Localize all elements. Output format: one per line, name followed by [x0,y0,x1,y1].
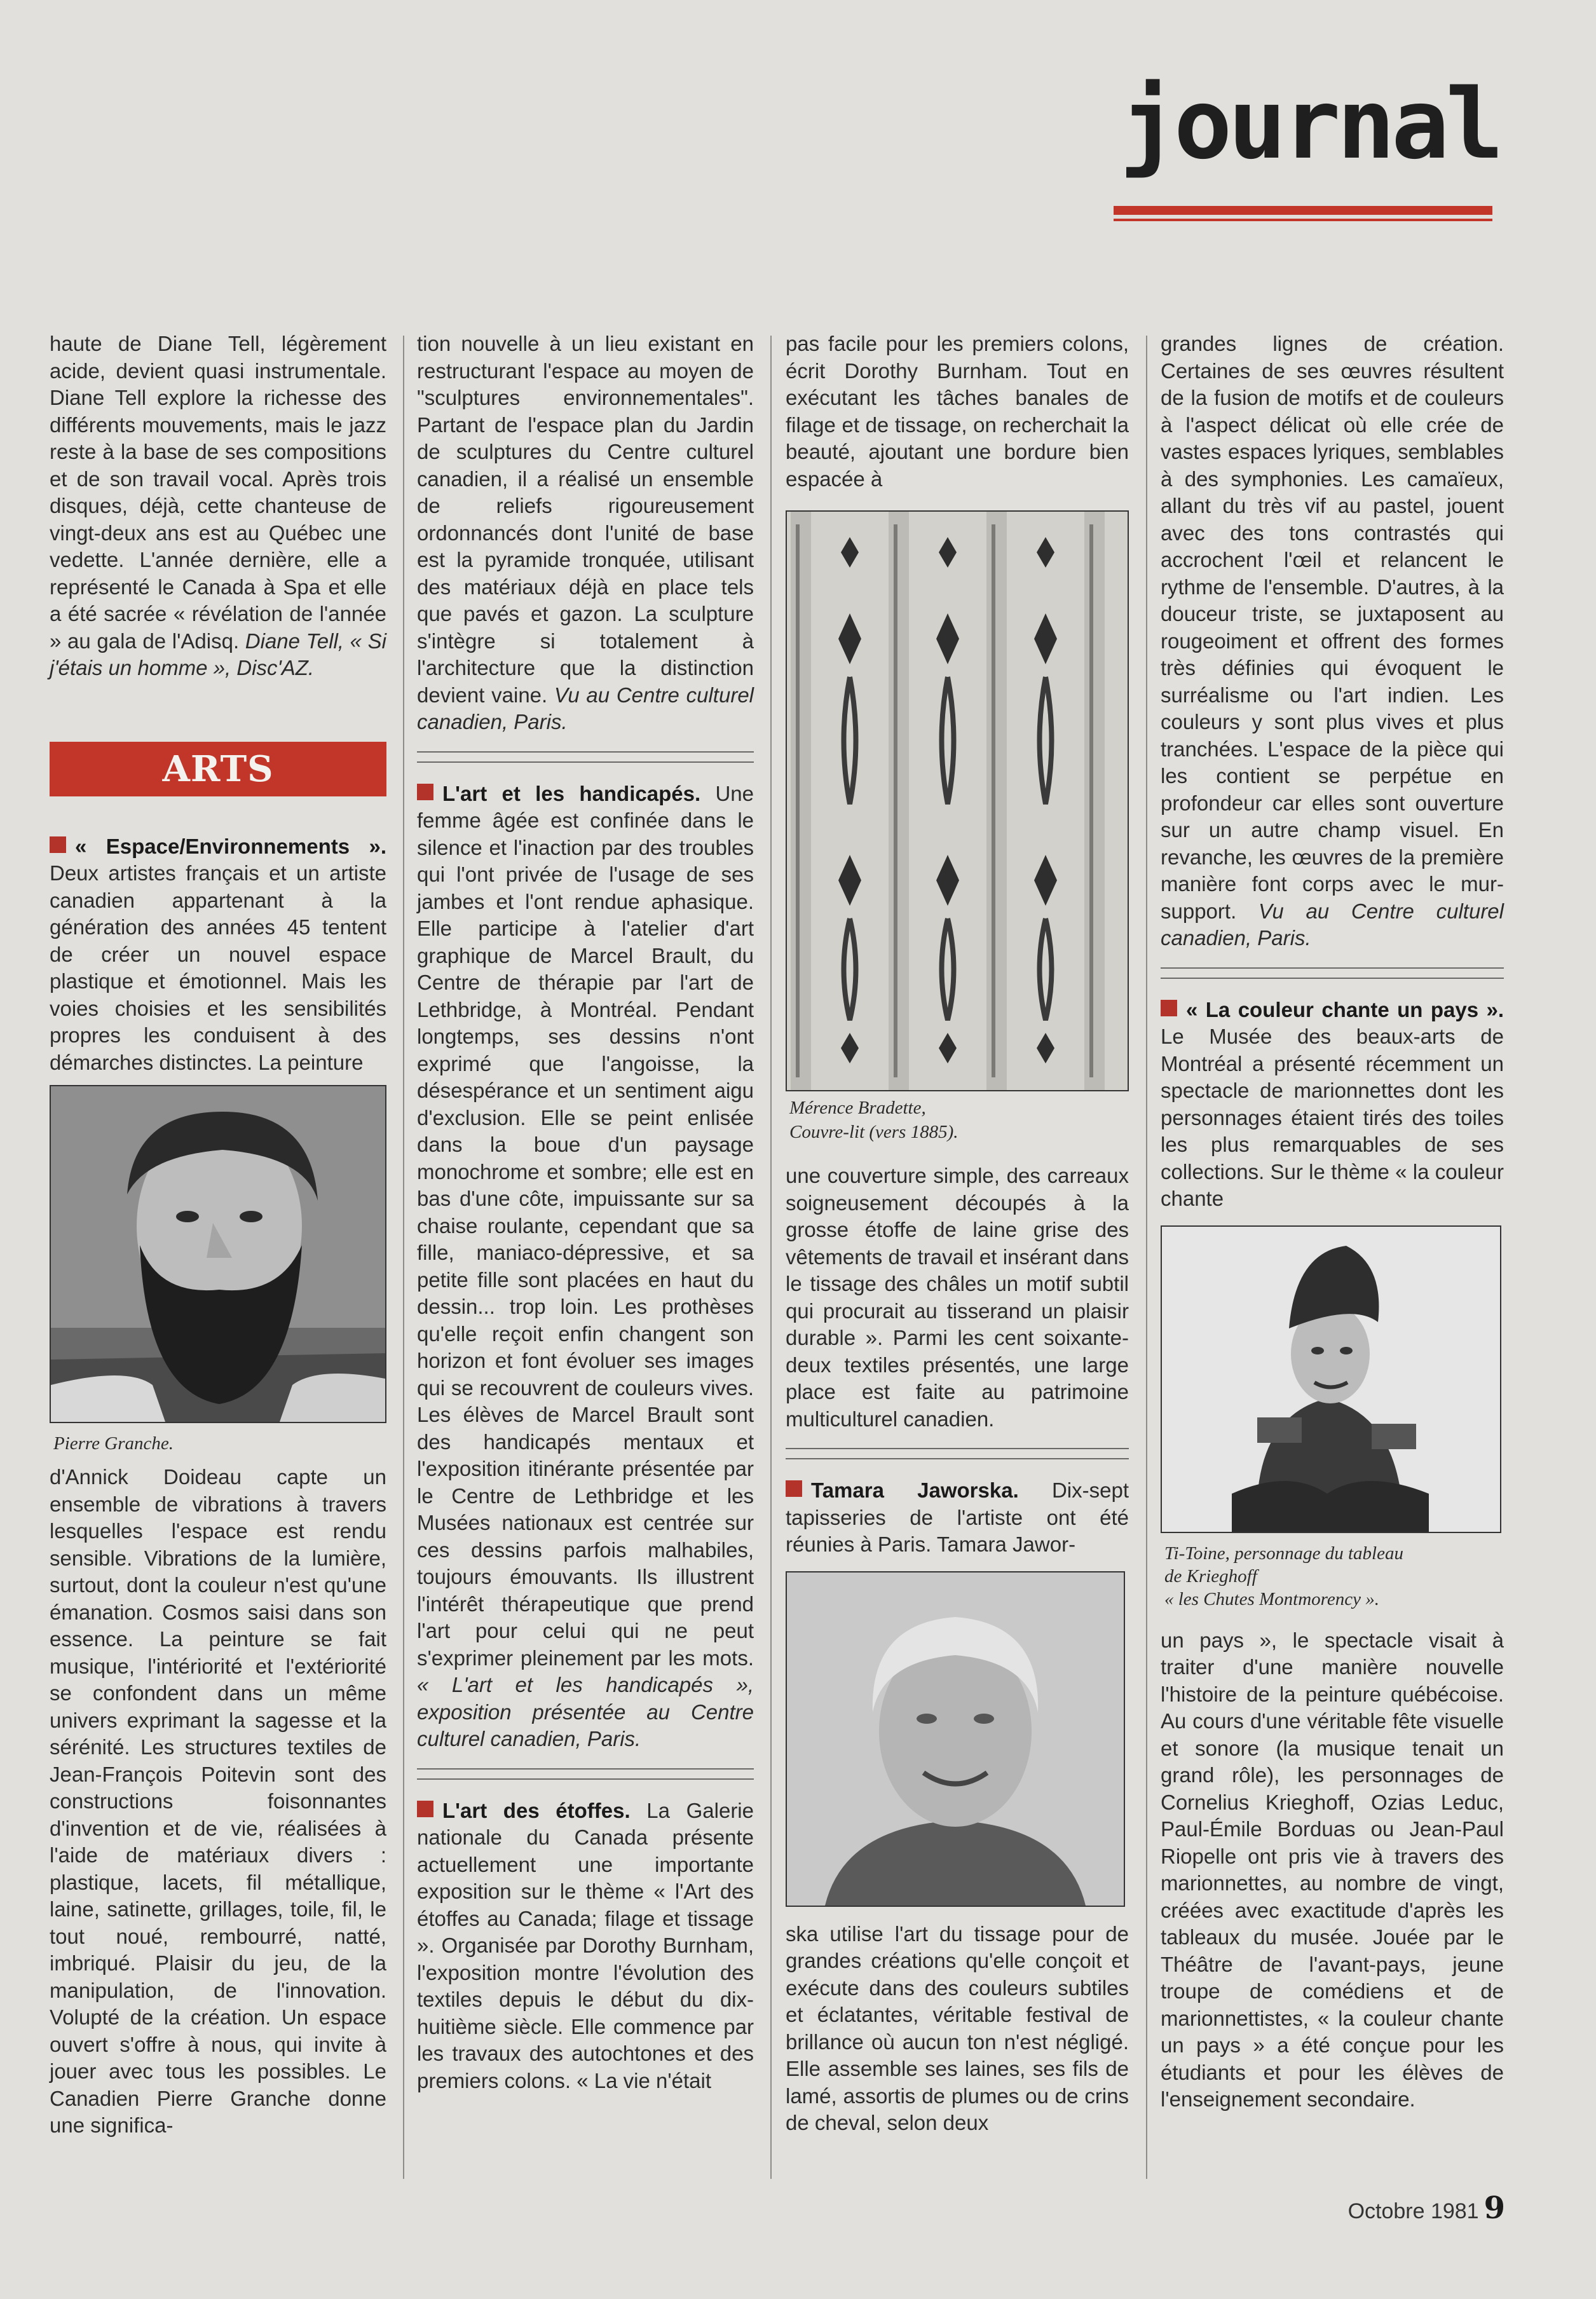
article-separator [786,1448,1129,1459]
article-separator [417,751,754,763]
column-rule [1146,336,1147,2179]
article-text: d'Annick Doideau capte un ensemble de vibrations à travers lesquelles l'espace est rendu sensible. Vibrations de la lumière, surtout, dont la couleur n'est qu'une émanation. Cosmos saisi dans son essence. La peinture se fait musique, l'intériorité et l'extériorité se confondent dans un même univers exprimant la sagesse et la sérénité. Les structures textiles de Jean-François Poitevin sont des constructions foisonnantes d'invention et de vie, réalisées à l'aide de matériaux divers : plastique, lacets, fil métallique, laine, satinette, grillages, toile, fil, le tout noué, rembourré, natté, imbriqué. Plaisir du jeu, de la manipulation, de l'innovation. Volupté de la création. Un espace ouvert s'offre à nous, qui invite à jouer avec tous les possibles. Le Canadien Pierre Granche donne une significa- [50,1465,386,2137]
section-label-arts: ARTS [50,742,386,796]
article-text: pas facile pour les premiers colons, écrit Dorothy Burnham. Tout en exécutant les tâches banales de filage et de tissage, on recherchait la beauté, ajoutant une bordure bien espacée à [786,332,1129,491]
photo-caption: Couvre-lit (vers 1885). [789,1122,958,1142]
article-heading: « Espace/Environnements ». [75,834,386,858]
article-espace-environnements: « Espace/Environnements ». Deux artistes français et un artiste canadien appartenant à la génération des années 45 tentent de créer un nouvel espace plastique et émotionnel. Mais les voies choisies et les sensibilités propres les conduisent à des démarches distinctes. La peinture [50,834,386,1074]
article-text: haute de Diane Tell, légèrement acide, devient quasi instrumentale. Diane Tell explore la richesse des différents mouvements, mais le jazz reste à la base de ses compositions et de son travail vocal. Après trois disques, déjà, cette chanteuse de vingt-deux ans est au Québec une vedette. L'année dernière, elle a représenté le Canada à Spa et elle a été sacrée « révélation de l'année » au gala de l'Adisq. Diane Tell, « Si j'étais un homme », Disc'AZ. [50,332,386,679]
article-tamara-jaworska: Tamara Jaworska. Dix-sept tapisseries de l'artiste ont été réunies à Paris. Tamara Jawor- [786,1478,1129,1556]
article-art-des-etoffes: L'art des étoffes. La Galerie nationale du Canada présente actuellement une importante exposition sur le thème « l'Art des étoffes au Canada; filage et tissage ». Organisée par Dorothy Burnham, l'exposition montre l'évolution des textiles depuis le début du dix-huitième siècle. Elle commence par les travaux des autochtones et des premiers colons. « La vie n'était [417,1798,754,2092]
square-bullet-icon [417,1801,433,1817]
column-rule [770,336,772,2179]
article-text: une couverture simple, des carreaux soigneusement découpés à la grosse étoffe de laine grise des vêtements de travail et insérant dans le tissage des châles un motif subtil qui procurait au tisserand un plaisir durable ». Parmi les cent soixante-deux textiles présentés, une large place est faite au patrimoine multiculturel canadien. [786,1164,1129,1431]
photo-caption: Pierre Granche. [53,1433,174,1454]
photo-caption: « les Chutes Montmorency ». [1164,1588,1380,1609]
square-bullet-icon [786,1480,802,1497]
article-heading: L'art et les handicapés. [442,781,701,805]
square-bullet-icon [417,784,433,800]
portrait-photo-tamara-jaworska [786,1571,1125,1907]
column-2 [417,331,754,2094]
article-text: tion nouvelle à un lieu existant en restructurant l'espace au moyen de "sculptures environnementales". Partant de l'espace plan du Jardin de sculptures du Centre culturel canadien, il a réalisé un ensemble de reliefs rigoureusement ordonnancés dont l'unité de base est la pyramide tronquée, utilisant des matériaux déjà en place tels que pavés et gazon. La sculpture s'intègre si totalement à l'architecture que la distinction devient vaine. Vu au Centre culturel canadien, Paris. [417,332,754,733]
article-heading: « La couleur chante un pays ». [1186,997,1504,1021]
photo-caption: Ti-Toine, personnage du tableau [1164,1543,1403,1564]
masthead-red-bar [1114,206,1492,215]
article-text: ska utilise l'art du tissage pour de grandes créations qu'elle conçoit et exécute dans des couleurs subtiles et éclatantes, véritable festival de brillance où aucun ton n'est négligé. Elle assemble ses laines, ses fils de lamé, assortis de plumes ou de crins de cheval, selon deux [786,1921,1129,2134]
square-bullet-icon [1161,1000,1177,1016]
column-3 [786,331,1129,2137]
article-text: un pays », le spectacle visait à traiter d'une manière nouvelle l'histoire de la peinture québécoise. Au cours d'une véritable fête visuelle et sonore (la musique tenait un grand rôle), les personnages de Cornelius Krieghoff, Ozias Leduc, Paul-Émile Borduas ou Jean-Paul Riopelle ont pris vie à travers des marionnettes, au nombre de vingt, créées avec exactitude d'après les tableaux du musée. Jouée par le Théâtre de l'avant-pays, jeune troupe de comédiens et de marionnettistes, « la couleur chante un pays » a été conçue pour les étudiants et pour les élèves de l'enseignement secondaire. [1161,1628,1504,2111]
textile-coverlet-photo [786,510,1129,1091]
article-heading: Tamara Jaworska. [811,1478,1019,1502]
article-separator [417,1768,754,1780]
masthead-title: journal [1119,68,1500,181]
article-art-et-handicapes: L'art et les handicapés. Une femme âgée est confinée dans le silence et l'inaction par des troubles qui l'ont privée de l'usage de ses jambes et l'ont rendue aphasique. Elle participe à l'atelier d'art graphique de Marcel Brault, du Centre de thérapie par l'art de Lethbridge, à Montréal. Pendant longtemps, ses dessins n'ont exprimé que l'angoisse, la désespérance et un sentiment aigu d'exclusion. Elle se peint enlisée dans la boue d'un paysage monochrome et sombre; elle est en bas d'une côte, impuissante sur sa chaise roulante, cependant que sa fille, maniaco-dépressive, et sa petite fille sont placées en haut du dessin... trop loin. Les prothèses qu'elle reçoit enfin changent son horizon et font évoluer ses images qui se recouvrent de couleurs vives. Les élèves de Marcel Brault sont des handicapés mentaux et l'exposition itinérante présentée par le Centre de Lethbridge et les Musées nationaux est centrée sur ces dessins parfois malhabiles, toujours émouvants. Ils illustrent l'intérêt thérapeutique que prend l'art pour celui qui ne peut s'exprimer pleinement par les mots. « L'art et les handicapés », exposition présentée au Centre culturel canadien, Paris. [417,781,754,1750]
column-4 [1161,331,1504,2113]
article-separator [1161,967,1504,979]
square-bullet-icon [50,836,66,853]
masthead-red-line [1114,219,1492,221]
photo-caption: Mérence Bradette, [789,1098,926,1118]
page-footer [1303,2190,1505,2226]
photo-caption: de Krieghoff [1164,1566,1257,1586]
column-1 [50,331,386,2139]
column-rule [403,336,404,2179]
puppet-photo-ti-toine [1161,1225,1501,1533]
article-text: grandes lignes de création. Certaines de ses œuvres résultent de la fusion de motifs et de couleurs à l'aspect délicat où elle crée de vastes espaces lyriques, semblables à des symphonies. Les camaïeux, allant du très vif au pastel, jouent avec des tons contrastés qui accrochent l'œil et relancent le rythme de l'ensemble. D'autres, à la douceur triste, se juxtaposent au rougeoiment et offrent des formes très définies qui évoquent le surréalisme ou l'art indien. Les couleurs y sont plus vives et plus tranchées. L'espace de la pièce qui les contient se perpétue en profondeur car elles sont ouverture sur un autre champ visuel. En revanche, les œuvres de la première manière font corps avec le mur-support. Vu au Centre culturel canadien, Paris. [1161,332,1504,950]
issue-date: Octobre 1981 [1347,2199,1479,2223]
portrait-photo-pierre-granche [50,1085,386,1423]
article-couleur-chante-un-pays: « La couleur chante un pays ». Le Musée des beaux-arts de Montréal a présenté récemment un spectacle de marionnettes dont les personnages étaient tirés des toiles les plus remarquables de ses collections. Sur le thème « la couleur chante [1161,997,1504,1210]
article-heading: L'art des étoffes. [442,1798,631,1822]
page-number: 9 [1483,2190,1505,2226]
